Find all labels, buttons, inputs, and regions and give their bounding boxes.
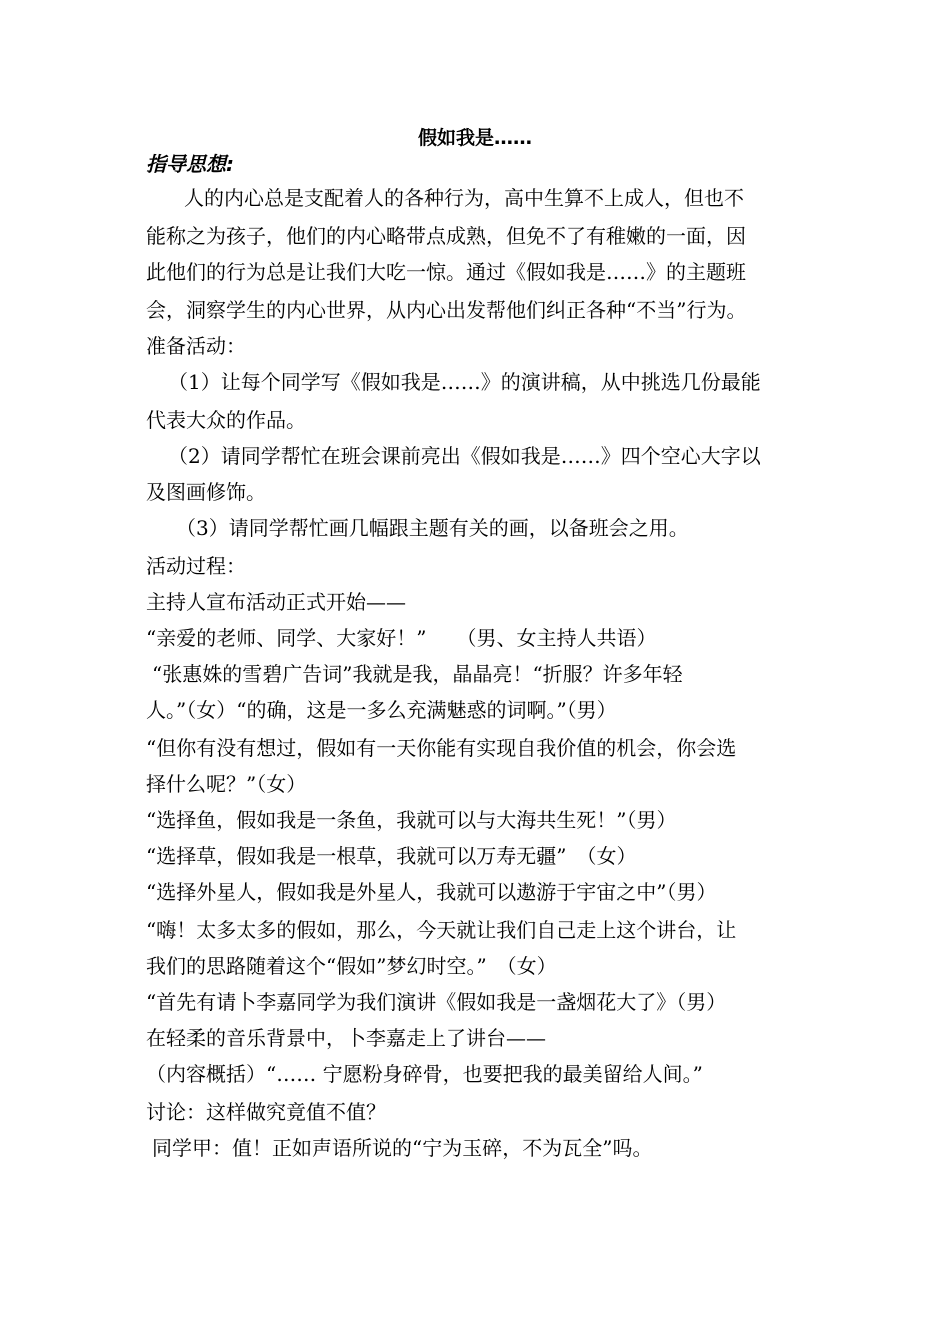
list-item: （2）请同学帮忙在班会课前亮出《假如我是……》四个空心大字以 xyxy=(168,444,761,468)
dialogue-line: （内容概括）“…… 宁愿粉身碎骨，也要把我的最美留给人间。” xyxy=(146,1062,703,1086)
guiding-heading: 指导思想: xyxy=(146,152,234,176)
dialogue-line: 人。”（女）“的确，这是一多么充满魅惑的词啊。”（男） xyxy=(146,698,617,722)
dialogue-line: “但你有没有想过，假如有一天你能有实现自我价值的机会，你会选 xyxy=(146,736,737,760)
paragraph-line: 会，洞察学生的内心世界，从内心出发帮他们纠正各种“不当”行为。 xyxy=(146,298,747,322)
paragraph-line: 人的内心总是支配着人的各种行为，高中生算不上成人，但也不 xyxy=(184,186,744,210)
dialogue-line: 在轻柔的音乐背景中，卜李嘉走上了讲台—— xyxy=(146,1026,546,1050)
paragraph-line: 能称之为孩子，他们的内心略带点成熟，但免不了有稚嫩的一面，因 xyxy=(146,224,746,248)
list-item-continuation: 代表大众的作品。 xyxy=(146,408,306,432)
page-title: 假如我是…… xyxy=(417,127,532,149)
dialogue-line: “选择草，假如我是一根草，我就可以万寿无疆” （女） xyxy=(146,844,637,868)
dialogue-line: “选择鱼，假如我是一条鱼，我就可以与大海共生死！”（男） xyxy=(146,808,677,832)
dialogue-line: “亲爱的老师、同学、大家好！” （男、女主持人共语） xyxy=(146,626,657,650)
discussion-line: 同学甲：值！正如声语所说的“宁为玉碎，不为瓦全”吗。 xyxy=(152,1136,653,1160)
dialogue-line: 择什么呢？”（女） xyxy=(146,772,307,796)
list-item: （3）请同学帮忙画几幅跟主题有关的画，以备班会之用。 xyxy=(176,516,689,540)
dialogue-line: “选择外星人，假如我是外星人，我就可以遨游于宇宙之中”（男） xyxy=(146,880,717,904)
dialogue-line: 主持人宣布活动正式开始—— xyxy=(146,590,406,614)
dialogue-line: “首先有请卜李嘉同学为我们演讲《假如我是一盏烟花大了》（男） xyxy=(146,990,727,1014)
dialogue-line: “嗨！太多太多的假如，那么，今天就让我们自己走上这个讲台，让 xyxy=(146,918,737,942)
paragraph-line: 此他们的行为总是让我们大吃一惊。通过《假如我是……》的主题班 xyxy=(146,260,746,284)
dialogue-line: “张惠姝的雪碧广告词”我就是我，晶晶亮！“折服？许多年轻 xyxy=(152,662,683,686)
dialogue-line: 我们的思路随着这个“假如”梦幻时空。” （女） xyxy=(146,954,557,978)
section-heading-process: 活动过程： xyxy=(146,554,246,578)
section-heading-preparation: 准备活动： xyxy=(146,334,246,358)
list-item: （1）让每个同学写《假如我是……》的演讲稿，从中挑选几份最能 xyxy=(168,370,761,394)
discussion-line: 讨论：这样做究竟值不值？ xyxy=(146,1100,386,1124)
list-item-continuation: 及图画修饰。 xyxy=(146,480,266,504)
